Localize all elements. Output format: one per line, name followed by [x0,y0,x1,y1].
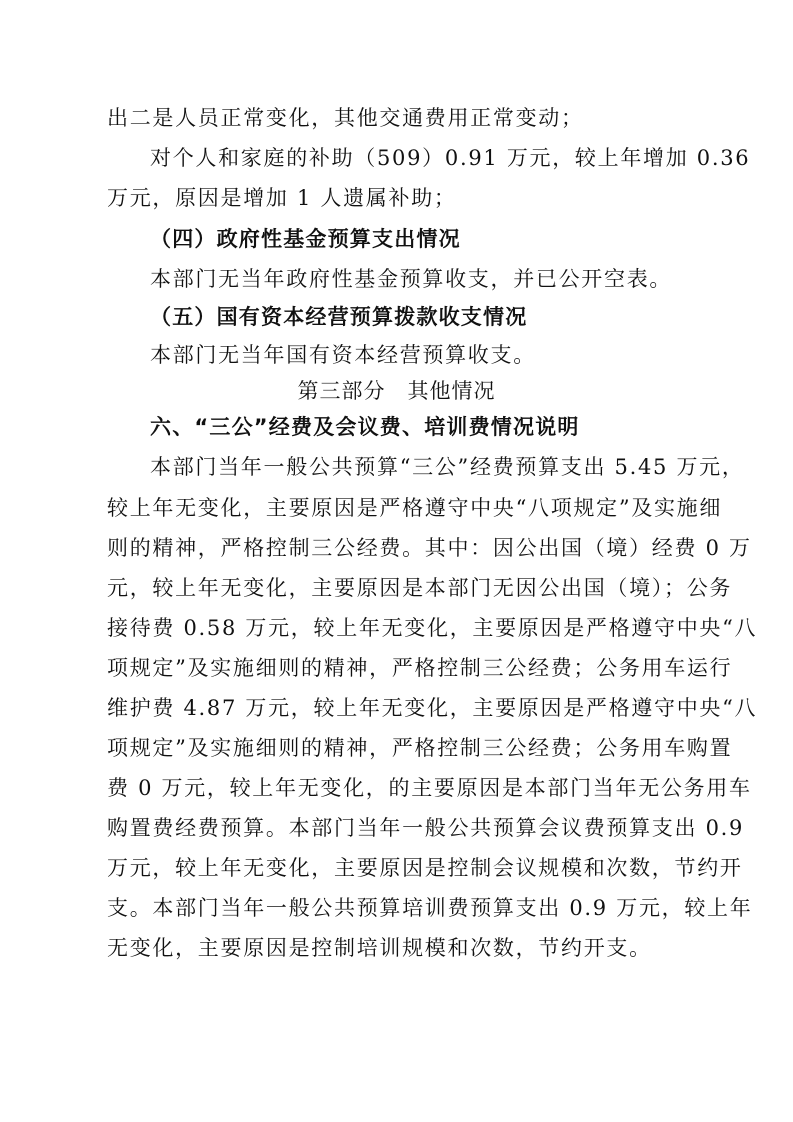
text-line: 费 0 万元，较上年无变化，的主要原因是本部门当年无公务用车 [107,776,752,800]
text-line: 对个人和家庭的补助（509）0.91 万元，较上年增加 0.36 [150,146,751,170]
text-line: 购置费经费预算。本部门当年一般公共预算会议费预算支出 0.9 [107,816,745,840]
section-heading: 六、“三公”经费及会议费、培训费情况说明 [150,415,580,439]
text-line: 则的精神，严格控制三公经费。其中：因公出国（境）经费 0 万 [107,536,752,560]
text-line: 接待费 0.58 万元，较上年无变化，主要原因是严格遵守中央“八 [107,616,758,640]
text-line: 较上年无变化，主要原因是严格遵守中央“八项规定”及实施细 [107,496,723,520]
section-heading: （五）国有资本经营预算拨款收支情况 [150,305,528,329]
text-line: 项规定”及实施细则的精神，严格控制三公经费；公务用车运行 [107,656,733,680]
text-line: 项规定”及实施细则的精神，严格控制三公经费；公务用车购置 [107,736,733,760]
text-line: 本部门当年一般公共预算“三公”经费预算支出 5.45 万元， [150,455,745,479]
text-line: 万元，原因是增加 1 人遗属补助； [107,186,457,210]
text-line: 元，较上年无变化，主要原因是本部门无因公出国（境）；公务 [107,576,733,600]
text-line: 维护费 4.87 万元，较上年无变化，主要原因是严格遵守中央“八 [107,696,758,720]
text-line: 无变化，主要原因是控制培训规模和次数，节约开支。 [107,936,652,960]
text-line: 支。本部门当年一般公共预算培训费预算支出 0.9 万元，较上年 [107,896,753,920]
text-line: 本部门无当年政府性基金预算收支，并已公开空表。 [150,267,673,291]
text-line: 出二是人员正常变化，其他交通费用正常变动； [107,106,584,130]
part-title: 第三部分 其他情况 [297,379,496,403]
text-line: 本部门无当年国有资本经营预算收支。 [150,343,536,367]
text-line: 万元，较上年无变化，主要原因是控制会议规模和次数，节约开 [107,856,743,880]
section-heading: （四）政府性基金预算支出情况 [150,227,461,251]
